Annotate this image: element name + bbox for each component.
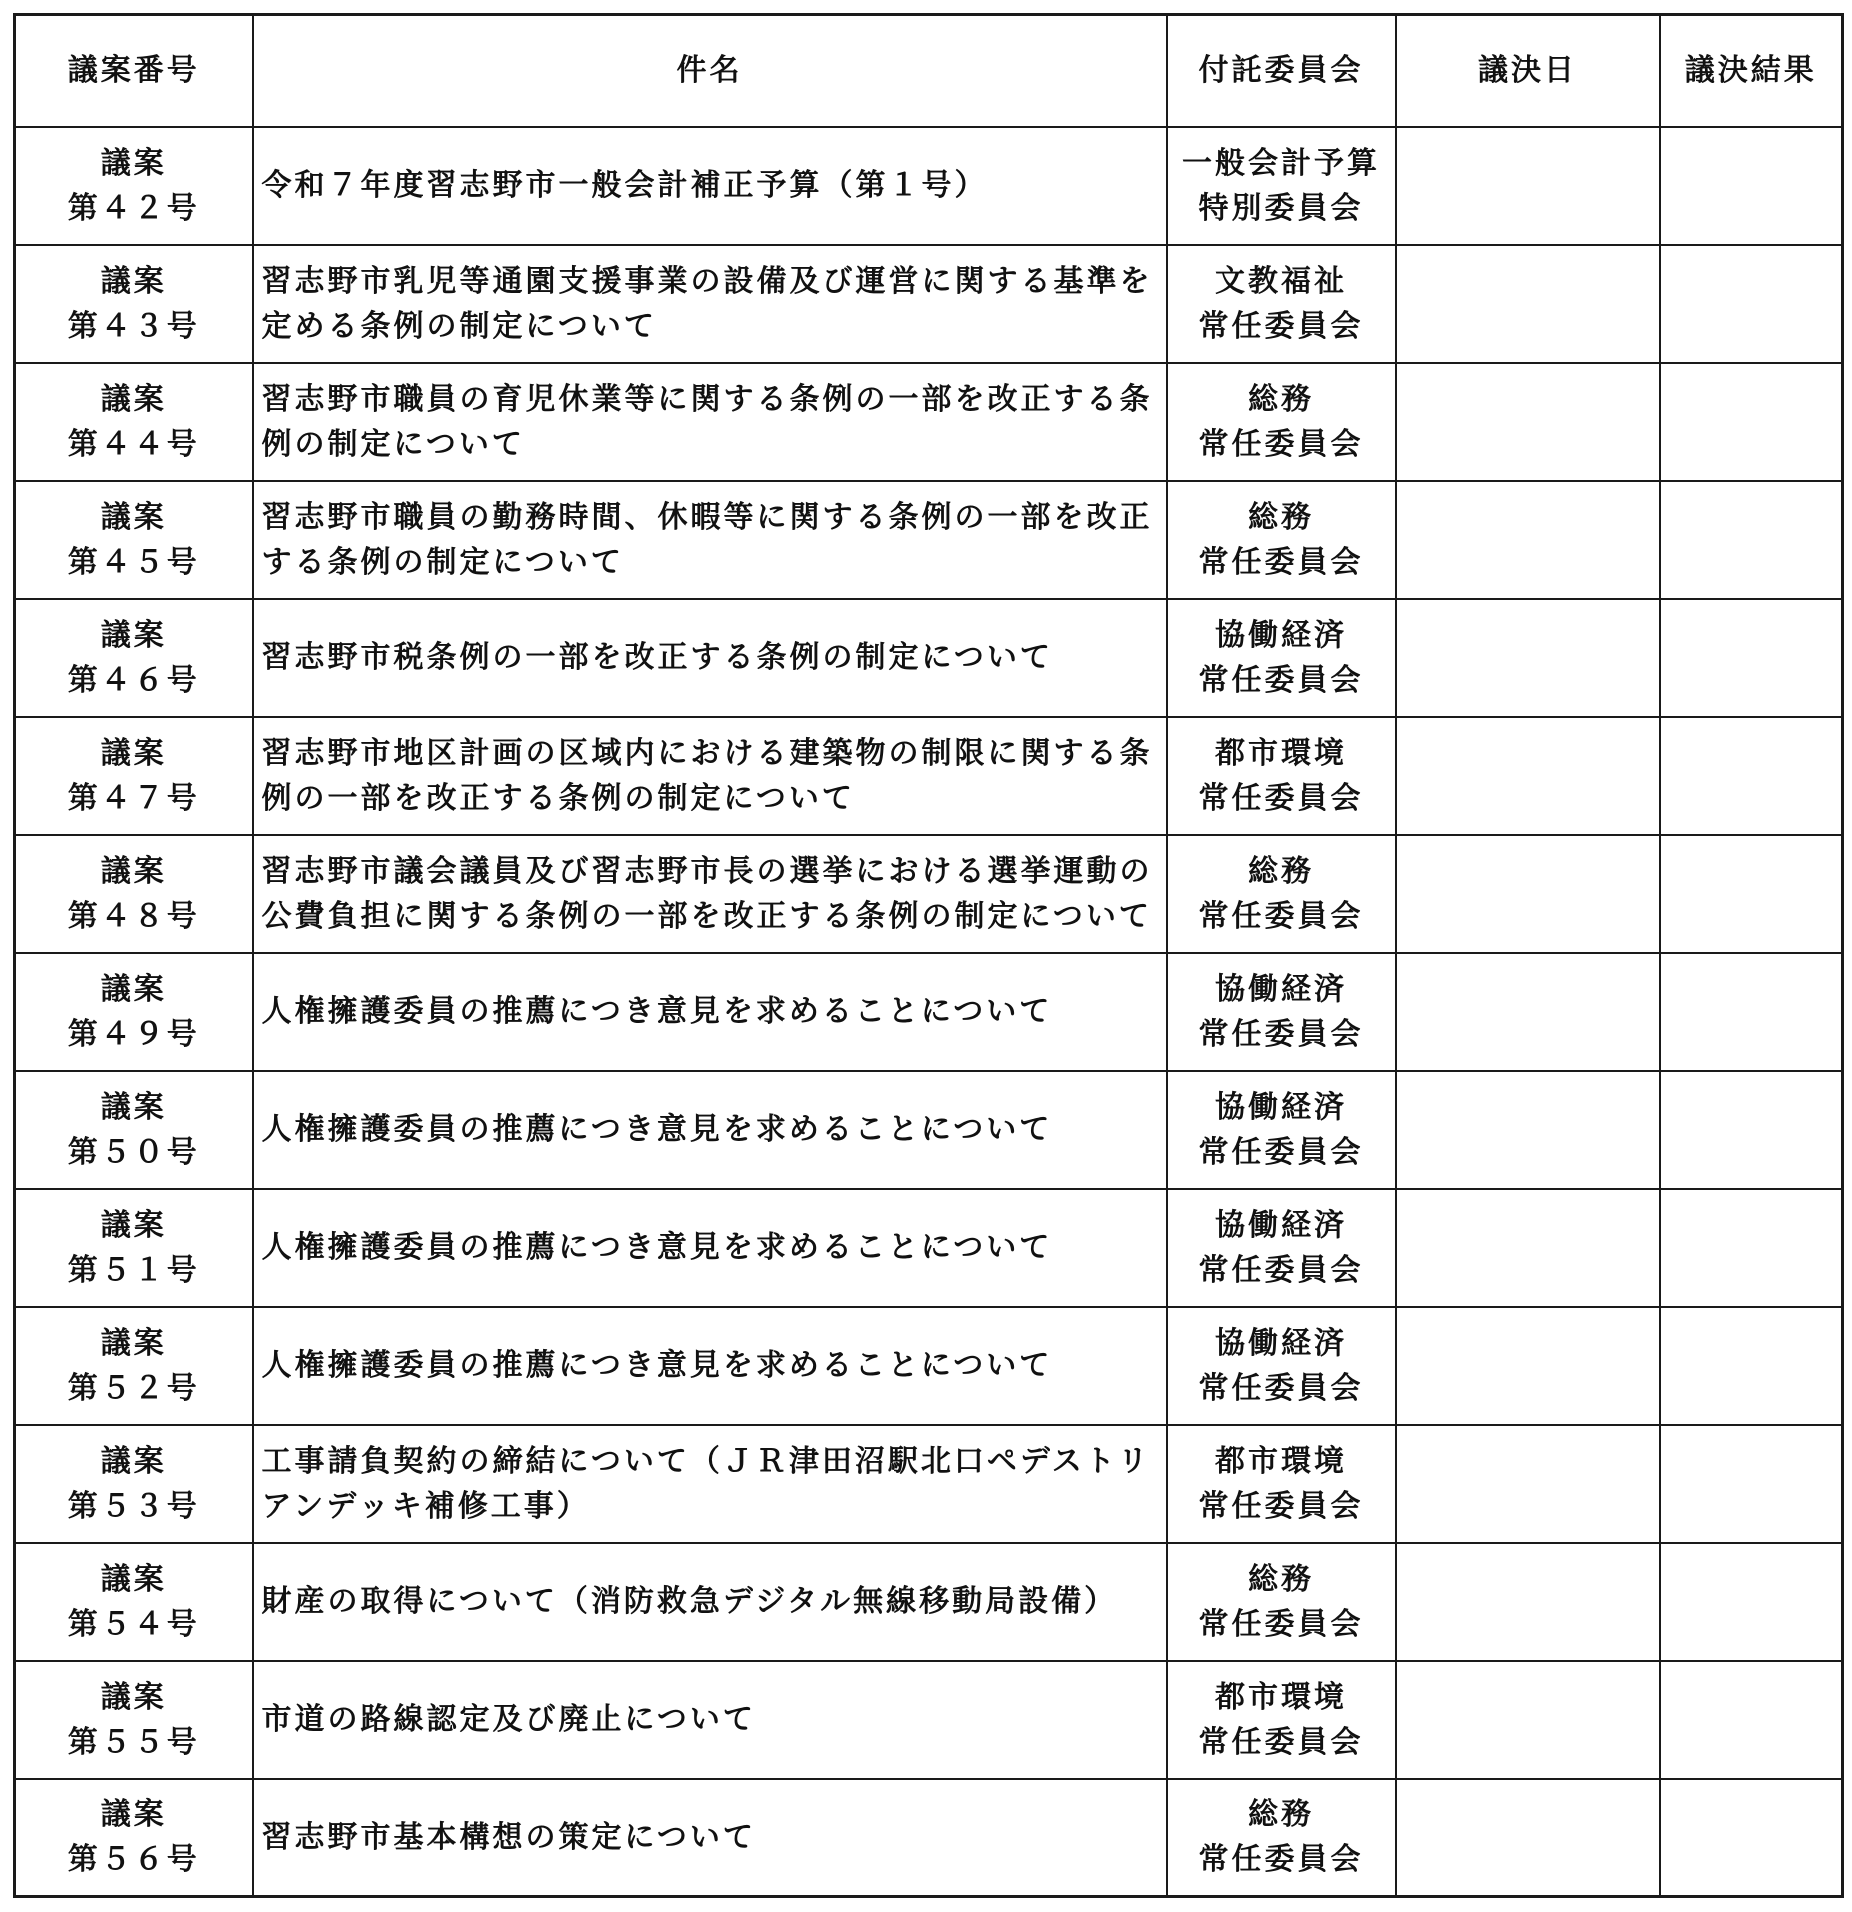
committee-cell-line: 常任委員会	[1198, 1134, 1364, 1170]
table-row	[15, 1543, 1843, 1661]
bill-title-cell-line: 習志野市職員の育児休業等に関する条例の一部を改正する条	[261, 381, 1153, 417]
table-row	[15, 363, 1843, 481]
committee-cell-line: 協働経済	[1215, 1089, 1347, 1125]
committee-cell-line: 総務	[1248, 1561, 1314, 1597]
committee-cell-line: 協働経済	[1215, 971, 1347, 1007]
bill-title-cell	[253, 1543, 1167, 1661]
resolution-result-cell	[1660, 481, 1843, 599]
table-row	[15, 127, 1843, 245]
bill-number-cell	[15, 363, 253, 481]
committee-cell	[1167, 481, 1396, 599]
bill-number-cell-line: 議案	[100, 735, 167, 771]
resolution-result-cell	[1660, 1425, 1843, 1543]
bill-number-cell-line: 第５２号	[67, 1370, 200, 1406]
resolution-result-cell	[1660, 953, 1843, 1071]
table-header-row	[15, 15, 1843, 127]
bill-number-cell-line: 議案	[100, 381, 167, 417]
bill-title-cell-line: 令和７年度習志野市一般会計補正予算（第１号）	[261, 168, 988, 203]
committee-cell-line: 常任委員会	[1198, 1606, 1364, 1642]
bill-title-cell-line: 習志野市職員の勤務時間、休暇等に関する条例の一部を改正	[261, 499, 1153, 535]
committee-cell-line: 常任委員会	[1198, 662, 1364, 698]
bill-number-cell-line: 議案	[100, 1679, 167, 1715]
committee-cell	[1167, 835, 1396, 953]
table-row	[15, 953, 1843, 1071]
bill-number-cell-line: 第５４号	[67, 1606, 200, 1642]
resolution-result-cell	[1660, 1543, 1843, 1661]
bill-title-cell-line: 人権擁護委員の推薦につき意見を求めることについて	[261, 994, 1053, 1029]
resolution-date-cell	[1396, 1779, 1660, 1897]
bill-title-cell-line: 習志野市基本構想の策定について	[261, 1819, 756, 1855]
table-row	[15, 599, 1843, 717]
bill-number-cell	[15, 1425, 253, 1543]
committee-cell-line: 総務	[1248, 499, 1314, 535]
bill-title-cell	[253, 953, 1167, 1071]
bill-title-cell	[253, 363, 1167, 481]
bill-number-cell-line: 第５５号	[67, 1724, 200, 1760]
committee-cell	[1167, 363, 1396, 481]
committee-cell-line: 総務	[1248, 381, 1314, 417]
bill-title-cell-line: 人権擁護委員の推薦につき意見を求めることについて	[261, 1112, 1053, 1147]
bill-number-cell-line: 第４６号	[67, 662, 200, 698]
committee-cell-line: 常任委員会	[1198, 1488, 1364, 1524]
bill-number-cell-line: 議案	[100, 617, 167, 653]
bill-number-cell-line: 議案	[100, 971, 167, 1007]
table-row	[15, 1779, 1843, 1897]
header-resolution-result: 議決結果	[1660, 15, 1843, 127]
bill-number-cell	[15, 599, 253, 717]
bill-number-cell-line: 議案	[100, 499, 167, 535]
header-resolution-date: 議決日	[1396, 15, 1660, 127]
bill-title-cell	[253, 599, 1167, 717]
committee-cell	[1167, 1189, 1396, 1307]
resolution-date-cell	[1396, 1425, 1660, 1543]
committee-cell	[1167, 245, 1396, 363]
resolution-result-cell	[1660, 835, 1843, 953]
table-row	[15, 1661, 1843, 1779]
committee-cell-line: 都市環境	[1215, 1443, 1347, 1479]
table-row	[15, 1307, 1843, 1425]
bill-number-cell-line: 議案	[100, 1089, 167, 1125]
resolution-result-cell	[1660, 245, 1843, 363]
bill-number-cell	[15, 1307, 253, 1425]
bill-number-cell-line: 第５３号	[67, 1488, 200, 1524]
bill-title-cell	[253, 1071, 1167, 1189]
bill-title-cell-line: 習志野市乳児等通園支援事業の設備及び運営に関する基準を	[261, 263, 1153, 299]
committee-cell-line: 都市環境	[1215, 1679, 1347, 1715]
bill-number-cell-line: 第４５号	[67, 544, 200, 580]
committee-cell-line: 総務	[1248, 1797, 1314, 1833]
bill-number-cell-line: 第４８号	[67, 898, 200, 934]
bill-title-cell	[253, 1661, 1167, 1779]
bill-number-cell	[15, 481, 253, 599]
bill-number-cell-line: 議案	[100, 1325, 167, 1361]
committee-cell-line: 文教福祉	[1215, 263, 1347, 299]
bill-table	[13, 13, 1844, 1898]
resolution-result-cell	[1660, 1779, 1843, 1897]
committee-cell-line: 常任委員会	[1198, 780, 1364, 816]
header-committee: 付託委員会	[1167, 15, 1396, 127]
committee-cell-line: 特別委員会	[1198, 190, 1364, 226]
bill-title-cell	[253, 481, 1167, 599]
resolution-result-cell	[1660, 1189, 1843, 1307]
bill-number-cell	[15, 717, 253, 835]
table-row	[15, 1071, 1843, 1189]
bill-title-cell	[253, 127, 1167, 245]
bill-title-cell	[253, 1307, 1167, 1425]
committee-cell	[1167, 1661, 1396, 1779]
bill-number-cell	[15, 127, 253, 245]
committee-cell-line: 常任委員会	[1198, 1842, 1364, 1878]
table-row	[15, 1189, 1843, 1307]
committee-cell	[1167, 717, 1396, 835]
bill-number-cell-line: 議案	[100, 1561, 167, 1597]
committee-cell-line: 常任委員会	[1198, 1016, 1364, 1052]
table-row	[15, 717, 1843, 835]
resolution-date-cell	[1396, 1189, 1660, 1307]
bill-title-cell-line: 財産の取得について（消防救急デジタル無線移動局設備）	[261, 1584, 1118, 1619]
bill-title-cell	[253, 1425, 1167, 1543]
committee-cell-line: 常任委員会	[1198, 898, 1364, 934]
bill-number-cell	[15, 1071, 253, 1189]
bill-number-cell-line: 議案	[100, 145, 167, 181]
resolution-result-cell	[1660, 1661, 1843, 1779]
resolution-date-cell	[1396, 481, 1660, 599]
bill-title-cell-line: する条例の制定について	[261, 544, 624, 580]
bill-number-cell-line: 第５６号	[67, 1842, 200, 1878]
resolution-date-cell	[1396, 835, 1660, 953]
committee-cell	[1167, 953, 1396, 1071]
bill-title-cell-line: 工事請負契約の締結について（ＪＲ津田沼駅北口ペデストリ	[261, 1443, 1151, 1479]
committee-cell	[1167, 599, 1396, 717]
resolution-date-cell	[1396, 127, 1660, 245]
committee-cell	[1167, 127, 1396, 245]
table-row	[15, 481, 1843, 599]
table-row	[15, 1425, 1843, 1543]
resolution-date-cell	[1396, 1661, 1660, 1779]
bill-title-cell	[253, 717, 1167, 835]
bill-number-cell	[15, 1779, 253, 1897]
committee-cell-line: 常任委員会	[1198, 544, 1364, 580]
bill-title-cell-line: 人権擁護委員の推薦につき意見を求めることについて	[261, 1348, 1053, 1383]
bill-number-cell-line: 第４２号	[67, 190, 200, 226]
resolution-date-cell	[1396, 245, 1660, 363]
committee-cell-line: 常任委員会	[1198, 1370, 1364, 1406]
committee-cell-line: 協働経済	[1215, 1207, 1347, 1243]
bill-number-cell-line: 第５０号	[67, 1134, 200, 1170]
committee-cell-line: 協働経済	[1215, 1325, 1347, 1361]
bill-title-cell-line: 習志野市地区計画の区域内における建築物の制限に関する条	[261, 735, 1153, 771]
bill-title-cell	[253, 1779, 1167, 1897]
header-bill-number: 議案番号	[15, 15, 253, 127]
resolution-result-cell	[1660, 1307, 1843, 1425]
bill-number-cell-line: 第４９号	[67, 1016, 200, 1052]
committee-cell-line: 常任委員会	[1198, 308, 1364, 344]
committee-cell	[1167, 1779, 1396, 1897]
bill-title-cell-line: 例の一部を改正する条例の制定について	[261, 780, 855, 816]
bill-number-cell	[15, 1189, 253, 1307]
bill-title-cell-line: アンデッキ補修工事）	[261, 1488, 590, 1524]
committee-cell	[1167, 1425, 1396, 1543]
bill-number-cell-line: 議案	[100, 1443, 167, 1479]
bill-number-cell-line: 第４７号	[67, 780, 200, 816]
bill-title-cell-line: 習志野市議会議員及び習志野市長の選挙における選挙運動の	[261, 853, 1153, 889]
resolution-result-cell	[1660, 363, 1843, 481]
bill-title-cell	[253, 835, 1167, 953]
resolution-date-cell	[1396, 1543, 1660, 1661]
bill-title-cell-line: 人権擁護委員の推薦につき意見を求めることについて	[261, 1230, 1053, 1265]
bill-number-cell-line: 第４３号	[67, 308, 200, 344]
bill-number-cell-line: 第４４号	[67, 426, 200, 462]
committee-cell	[1167, 1071, 1396, 1189]
bill-number-cell-line: 議案	[100, 263, 167, 299]
committee-cell	[1167, 1307, 1396, 1425]
bill-number-cell	[15, 1661, 253, 1779]
bill-title-cell-line: 公費負担に関する条例の一部を改正する条例の制定について	[261, 898, 1152, 934]
bill-number-cell-line: 議案	[100, 853, 167, 889]
bill-number-cell-line: 第５１号	[67, 1252, 200, 1288]
resolution-date-cell	[1396, 1307, 1660, 1425]
resolution-date-cell	[1396, 1071, 1660, 1189]
committee-cell-line: 常任委員会	[1198, 1252, 1364, 1288]
table-row	[15, 835, 1843, 953]
committee-cell-line: 都市環境	[1215, 735, 1347, 771]
resolution-date-cell	[1396, 599, 1660, 717]
resolution-result-cell	[1660, 599, 1843, 717]
bill-title-cell-line: 例の制定について	[261, 426, 525, 462]
committee-cell	[1167, 1543, 1396, 1661]
committee-cell-line: 常任委員会	[1198, 1724, 1364, 1760]
resolution-date-cell	[1396, 953, 1660, 1071]
header-title: 件名	[253, 15, 1167, 127]
resolution-result-cell	[1660, 1071, 1843, 1189]
committee-cell-line: 一般会計予算	[1182, 145, 1380, 181]
committee-cell-line: 総務	[1248, 853, 1314, 889]
committee-cell-line: 常任委員会	[1198, 426, 1364, 462]
bill-title-cell-line: 定める条例の制定について	[261, 308, 657, 344]
bill-number-cell	[15, 1543, 253, 1661]
bill-number-cell	[15, 953, 253, 1071]
bill-title-cell	[253, 245, 1167, 363]
bill-number-cell	[15, 245, 253, 363]
bill-number-cell-line: 議案	[100, 1797, 167, 1833]
table-row	[15, 245, 1843, 363]
resolution-result-cell	[1660, 717, 1843, 835]
resolution-date-cell	[1396, 717, 1660, 835]
bill-title-cell	[253, 1189, 1167, 1307]
resolution-result-cell	[1660, 127, 1843, 245]
committee-cell-line: 協働経済	[1215, 617, 1347, 653]
bill-number-cell	[15, 835, 253, 953]
resolution-date-cell	[1396, 363, 1660, 481]
bill-number-cell-line: 議案	[100, 1207, 167, 1243]
table-body	[15, 127, 1843, 1897]
bill-title-cell-line: 習志野市税条例の一部を改正する条例の制定について	[261, 640, 1053, 675]
bill-title-cell-line: 市道の路線認定及び廃止について	[261, 1702, 756, 1737]
